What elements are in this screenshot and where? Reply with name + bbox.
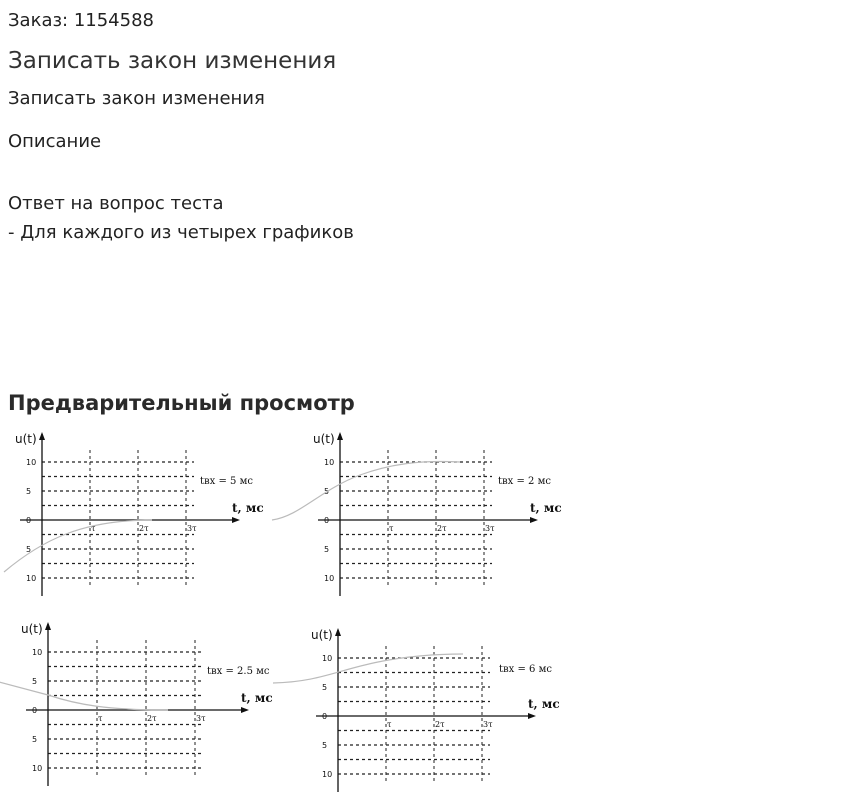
y-tick-label: 5 [26,487,32,496]
graph-3 [0,622,273,786]
y-tick-label: 0 [32,706,38,715]
y-axis-label: u(t) [311,628,333,642]
y-tick-label: 0 [322,712,328,721]
y-axis-arrow [335,628,341,636]
y-tick-label: 10 [322,654,333,663]
t-tick-label: 2τ [139,524,149,533]
input-duration-annotation: tвх = 6 мс [499,664,552,675]
t-tick-label: 3τ [485,524,495,533]
y-tick-label: 5 [26,545,32,554]
y-tick-label: 10 [32,764,43,773]
t-tick-label: 2τ [437,524,447,533]
t-axis-label: t, мс [528,697,560,711]
page-subtitle: Записать закон изменения [8,88,265,109]
y-tick-label: 10 [324,574,335,583]
t-tick-label: 2τ [147,714,157,723]
t-axis-arrow [530,517,538,523]
y-tick-label: 5 [324,545,330,554]
y-tick-label: 0 [26,516,32,525]
t-tick-label: τ [91,524,96,533]
t-tick-label: τ [98,714,103,723]
description-line-2: - Для каждого из четырех графиков [8,222,354,243]
graph-1 [4,432,264,596]
t-tick-label: τ [387,720,392,729]
y-tick-label: 10 [324,458,335,467]
t-tick-label: 3τ [196,714,206,723]
t-axis-arrow [528,713,536,719]
y-axis-arrow [337,432,343,440]
y-tick-label: 5 [32,735,38,744]
signal-curve [0,678,168,710]
y-tick-label: 5 [322,741,328,750]
preview-heading: Предварительный просмотр [8,391,355,415]
y-tick-label: 5 [324,487,330,496]
t-axis-label: t, мс [530,501,562,515]
y-tick-label: 10 [322,770,333,779]
y-axis-arrow [45,622,51,630]
graph-2 [272,432,562,596]
description-line-1: Ответ на вопрос теста [8,193,224,214]
t-tick-label: 3τ [483,720,493,729]
t-axis-label: t, мс [241,691,273,705]
graph-4 [273,628,560,792]
y-axis-label: u(t) [15,432,37,446]
y-axis-arrow [39,432,45,440]
t-tick-label: 3τ [187,524,197,533]
t-tick-label: 2τ [435,720,445,729]
t-axis-arrow [241,707,249,713]
order-number: Заказ: 1154588 [8,10,154,31]
input-duration-annotation: tвх = 5 мс [200,476,253,487]
t-axis-label: t, мс [232,501,264,515]
t-tick-label: τ [389,524,394,533]
page-title: Записать закон изменения [8,48,337,74]
y-axis-label: u(t) [21,622,43,636]
input-duration-annotation: tвх = 2.5 мс [207,666,270,677]
y-axis-label: u(t) [313,432,335,446]
description-heading: Описание [8,131,102,152]
y-tick-label: 10 [26,458,37,467]
y-tick-label: 0 [324,516,330,525]
y-tick-label: 10 [32,648,43,657]
t-axis-arrow [232,517,240,523]
preview-image [0,420,600,796]
y-tick-label: 10 [26,574,37,583]
y-tick-label: 5 [32,677,38,686]
input-duration-annotation: tвх = 2 мс [498,476,551,487]
y-tick-label: 5 [322,683,328,692]
